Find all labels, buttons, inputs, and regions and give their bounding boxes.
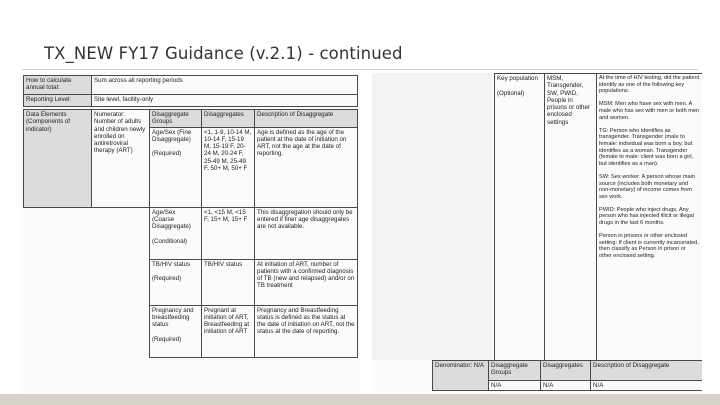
right-guidance-table-image	[494, 73, 702, 395]
denominator-disaggregates-header: Disaggregates	[541, 361, 591, 381]
title-divider	[22, 69, 698, 70]
denominator-na-disaggregates: N/A	[541, 381, 591, 391]
tbhiv-values: TB/HIV status	[202, 259, 255, 305]
disaggregate-table	[23, 109, 358, 358]
coarse-disaggregate-group: Age/Sex (Coarse Disaggregate) (Conditional)	[150, 207, 202, 259]
denominator-table-image	[372, 360, 702, 392]
fine-disaggregate-values: <1, 1-9, 10-14 M, 10-14 F, 15-19 M, 15-19 F, 20-24 M, 20-24 F, 25-49 M, 25-49 F, 50+ M, 50+ F	[202, 127, 255, 207]
key-population-description: At the time of HIV testing, did the patient identify as one of the following key populations. MSM: Men who have sex with men. A male who has sex with men or both men and women. TG: Person who identifies as transgender. Transgender (male to female: individual was born a boy, but identifies as a woman. Transgender (female to male: client was born a girl, but identifies as a man). SW: Sex worker. A person whose main source (includes both monetary and non-monetary) of income comes from sex work. PWID: People who inject drugs. Any person who has injected illicit or illegal drugs in the last 6 months. Person in prisons or other enclosed setting: If client is currently incarcerated, then classify as Person in prison or other enclosed setting.	[597, 74, 703, 361]
data-elements-label: Data Elements (Components of indicator)	[24, 110, 92, 208]
key-population-group: Key population (Optional)	[495, 74, 545, 361]
description-header: Description of Disaggregate	[255, 110, 358, 128]
how-to-calculate-value: Sum across all reporting periods	[92, 76, 358, 95]
disaggregate-groups-header: Disaggregate Groups	[150, 110, 202, 128]
fine-disaggregate-description: Age is defined as the age of the patient at the date of initiation on ART, not the age at the date of reporting.	[255, 127, 358, 207]
pregnancy-values: Pregnant at initiation of ART, Breastfeeding at initiation of ART	[202, 305, 255, 357]
fine-disaggregate-group: Age/Sex (Fine Disaggregate) (Required)	[150, 127, 202, 207]
tbhiv-group: TB/HIV status (Required)	[150, 259, 202, 305]
key-population-table	[494, 73, 702, 361]
reporting-level-value: Site level, facility-only	[92, 95, 358, 107]
denominator-description-header: Description of Disaggregate	[591, 361, 703, 381]
reporting-level-label: Reporting Level:	[24, 95, 92, 107]
key-population-values: MSM, Transgender, SW, PWID, People in prisons or other enclosed settings	[545, 74, 597, 361]
image-gutter	[372, 73, 492, 360]
coarse-disaggregate-description: This disaggregation should only be entered if finer age disaggregates are not available.	[255, 207, 358, 259]
tbhiv-description: At initiation of ART, number of patients with a confirmed diagnosis of TB (new and relapsed) and/or on TB treatment	[255, 259, 358, 305]
pregnancy-description: Pregnancy and Breastfeeding status is defined as the status at the date of initiation on ART, not the status at the date of reporting.	[255, 305, 358, 357]
pregnancy-group: Pregnancy and breastfeeding status (Required)	[150, 305, 202, 357]
calculation-table	[23, 75, 358, 107]
how-to-calculate-label: How to calculate annual total:	[24, 76, 92, 95]
numerator-label: Numerator: Number of adults and children newly enrolled on antiretroviral therapy (ART)	[92, 110, 150, 208]
denominator-na-description: N/A	[591, 381, 703, 391]
denominator-na-groups: N/A	[489, 381, 541, 391]
disaggregates-header: Disaggregates	[202, 110, 255, 128]
denominator-label: Denominator: N/A	[433, 361, 489, 391]
left-guidance-table-image	[20, 73, 360, 395]
footer-bar	[0, 394, 720, 405]
denominator-groups-header: Disaggregate Groups	[489, 361, 541, 381]
coarse-disaggregate-values: <1, <15 M, <15 F, 15+ M, 15+ F	[202, 207, 255, 259]
slide-title: TX_NEW FY17 Guidance (v.2.1) - continued	[44, 44, 403, 63]
denominator-table	[432, 360, 702, 391]
